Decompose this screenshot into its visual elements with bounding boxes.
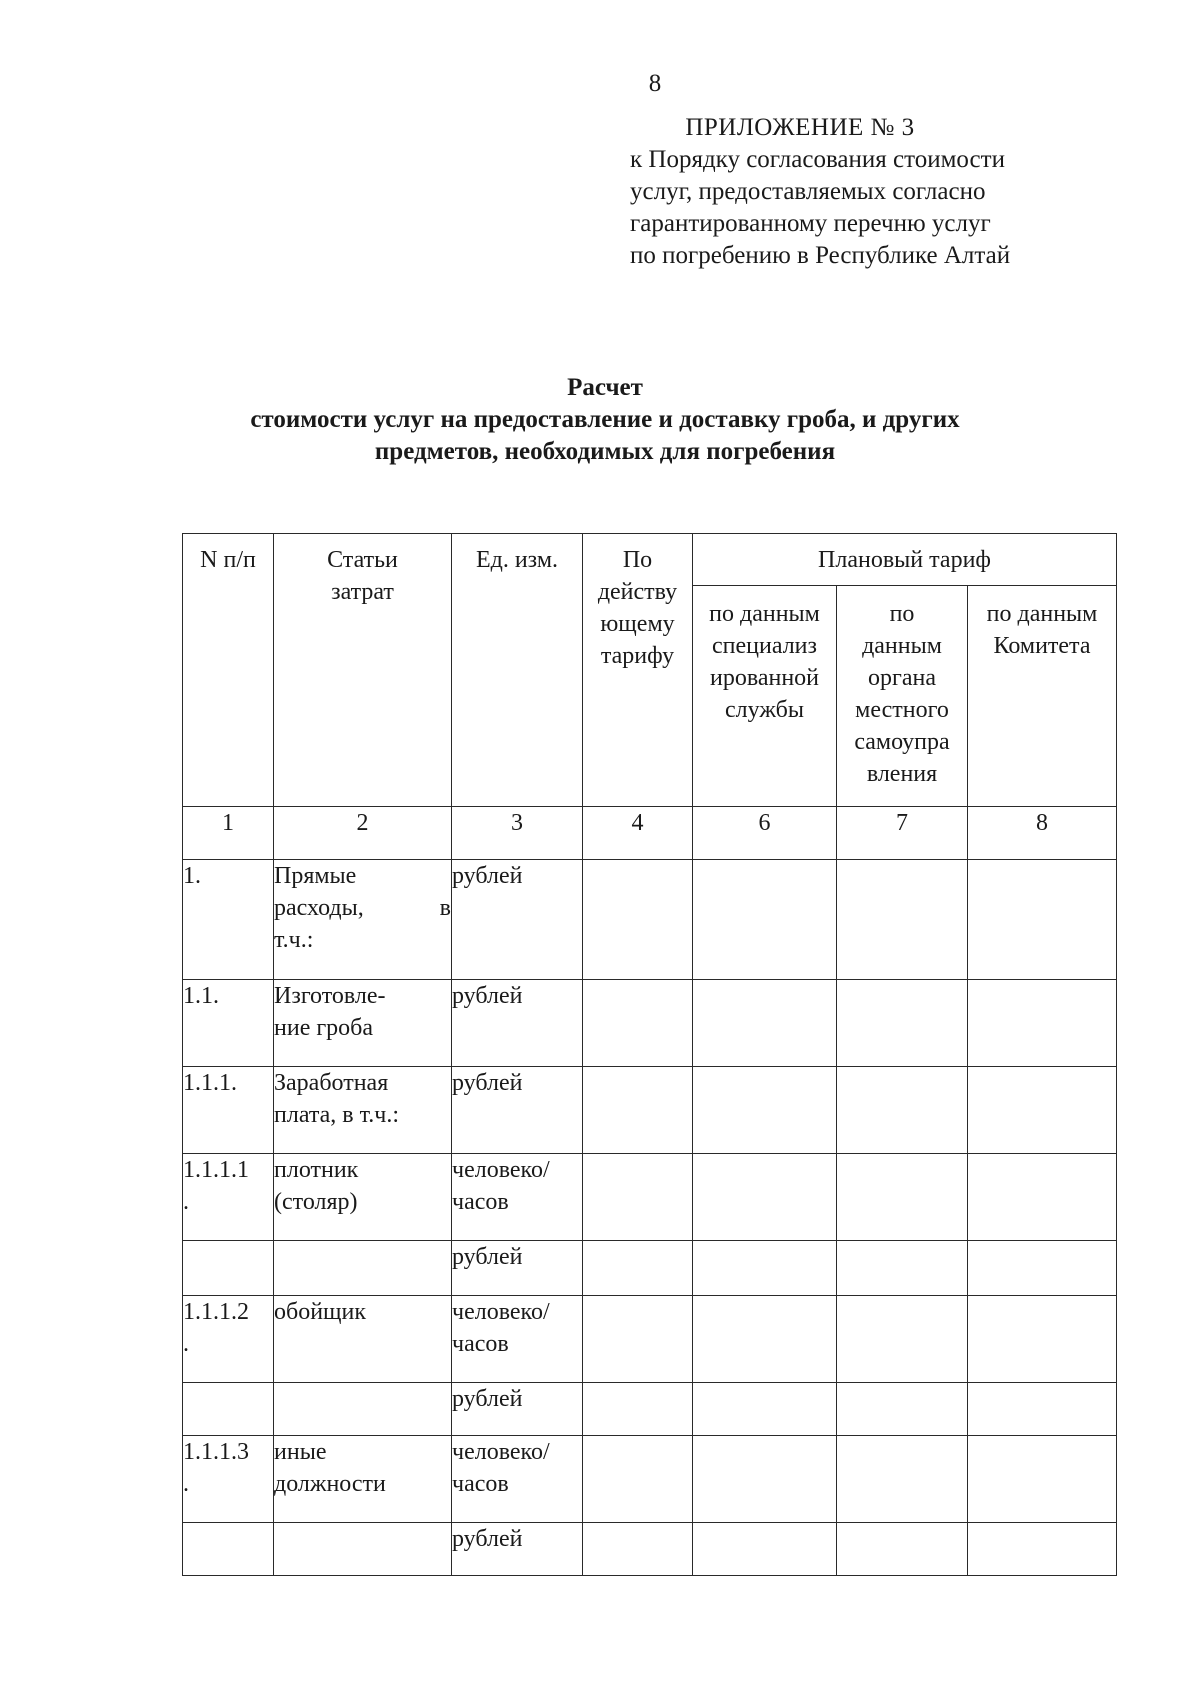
header-cost-items: Статьи затрат — [274, 534, 452, 807]
row-num: 1.1. — [183, 980, 274, 1067]
cost-calculation-table — [182, 533, 1117, 1576]
row-item — [274, 860, 452, 980]
row-planned-committee — [968, 1436, 1117, 1523]
table-row — [183, 1241, 1117, 1296]
page-number: 8 — [648, 70, 662, 97]
row-planned-specialized — [693, 1436, 837, 1523]
row-planned-specialized — [693, 1523, 837, 1576]
row-planned-committee — [968, 1383, 1117, 1436]
row-current-value — [583, 1523, 693, 1576]
document-title-line: Расчет — [567, 374, 643, 401]
appendix-title: ПРИЛОЖЕНИЕ № 3 — [685, 114, 915, 141]
row-unit: человеко/ часов — [452, 1296, 583, 1383]
column-number: 8 — [968, 807, 1117, 860]
row-unit: рублей — [452, 860, 583, 980]
row-num: 1. — [183, 860, 274, 980]
table-row — [183, 1383, 1117, 1436]
row-planned-local — [837, 1296, 968, 1383]
document-title — [180, 372, 1030, 468]
header-planned-local-government: по данным органа местного самоупра вления — [837, 586, 968, 807]
row-current-value — [583, 1154, 693, 1241]
row-item-text: Прямые расходы, — [274, 863, 364, 921]
table-row — [183, 860, 1117, 980]
header-planned-committee: по данным Комитета — [968, 586, 1117, 807]
header-planned-specialized-service: по данным специализ ированной службы — [693, 586, 837, 807]
row-item — [274, 1523, 452, 1576]
row-unit: рублей — [452, 1523, 583, 1576]
column-number: 6 — [693, 807, 837, 860]
table-row — [183, 1436, 1117, 1523]
row-planned-specialized — [693, 1067, 837, 1154]
column-number: 2 — [274, 807, 452, 860]
table-row — [183, 980, 1117, 1067]
column-number: 4 — [583, 807, 693, 860]
appendix-line: к Порядку согласования стоимости — [630, 146, 1005, 173]
row-planned-specialized — [693, 1383, 837, 1436]
row-planned-local — [837, 1241, 968, 1296]
row-item: иные должности — [274, 1436, 452, 1523]
row-num — [183, 1523, 274, 1576]
appendix-block — [630, 112, 1011, 272]
row-current-value — [583, 1436, 693, 1523]
row-item: плотник (столяр) — [274, 1154, 452, 1241]
header-current-tariff: По действу ющему тарифу — [583, 534, 693, 807]
row-planned-committee — [968, 860, 1117, 980]
row-item: Заработная плата, в т.ч.: — [274, 1067, 452, 1154]
row-planned-local — [837, 1154, 968, 1241]
appendix-line: услуг, предоставляемых согласно — [630, 178, 986, 205]
row-unit: рублей — [452, 1383, 583, 1436]
row-planned-specialized — [693, 1154, 837, 1241]
column-number: 7 — [837, 807, 968, 860]
row-planned-local — [837, 1383, 968, 1436]
row-num — [183, 1241, 274, 1296]
row-num: 1.1.1.3 . — [183, 1436, 274, 1523]
column-number: 1 — [183, 807, 274, 860]
row-current-value — [583, 1383, 693, 1436]
row-item-last: т.ч.: — [274, 927, 314, 953]
row-item: Изготовле- ние гроба — [274, 980, 452, 1067]
row-planned-local — [837, 980, 968, 1067]
row-unit: человеко/ часов — [452, 1436, 583, 1523]
row-planned-specialized — [693, 860, 837, 980]
row-planned-specialized — [693, 980, 837, 1067]
row-current-value — [583, 1067, 693, 1154]
header-num: N п/п — [183, 534, 274, 807]
row-num: 1.1.1. — [183, 1067, 274, 1154]
row-item-tail: в — [439, 895, 451, 921]
row-planned-committee — [968, 1067, 1117, 1154]
table-row — [183, 1154, 1117, 1241]
row-item — [274, 1241, 452, 1296]
header-planned-tariff: Плановый тариф — [693, 534, 1117, 586]
table-row — [183, 1523, 1117, 1576]
document-title-line: стоимости услуг на предоставление и доставку гроба, и других — [250, 406, 960, 433]
row-unit: рублей — [452, 980, 583, 1067]
table-row — [183, 1296, 1117, 1383]
row-planned-specialized — [693, 1241, 837, 1296]
row-current-value — [583, 1241, 693, 1296]
row-num: 1.1.1.1 . — [183, 1154, 274, 1241]
row-planned-local — [837, 1067, 968, 1154]
row-planned-committee — [968, 1154, 1117, 1241]
row-planned-local — [837, 1523, 968, 1576]
appendix-line: гарантированному перечню услуг — [630, 210, 991, 237]
row-planned-committee — [968, 980, 1117, 1067]
appendix-line: по погребению в Республике Алтай — [630, 242, 1011, 269]
row-unit: рублей — [452, 1241, 583, 1296]
table-row — [183, 1067, 1117, 1154]
row-planned-local — [837, 860, 968, 980]
row-planned-specialized — [693, 1296, 837, 1383]
row-planned-committee — [968, 1296, 1117, 1383]
row-unit: рублей — [452, 1067, 583, 1154]
row-current-value — [583, 860, 693, 980]
document-title-line: предметов, необходимых для погребения — [374, 438, 836, 465]
header-unit: Ед. изм. — [452, 534, 583, 807]
row-unit: человеко/ часов — [452, 1154, 583, 1241]
row-item: обойщик — [274, 1296, 452, 1383]
row-planned-local — [837, 1436, 968, 1523]
row-num: 1.1.1.2 . — [183, 1296, 274, 1383]
row-item-first — [274, 860, 451, 924]
row-planned-committee — [968, 1241, 1117, 1296]
row-num — [183, 1383, 274, 1436]
row-current-value — [583, 980, 693, 1067]
column-number: 3 — [452, 807, 583, 860]
row-planned-committee — [968, 1523, 1117, 1576]
row-item — [274, 1383, 452, 1436]
row-current-value — [583, 1296, 693, 1383]
